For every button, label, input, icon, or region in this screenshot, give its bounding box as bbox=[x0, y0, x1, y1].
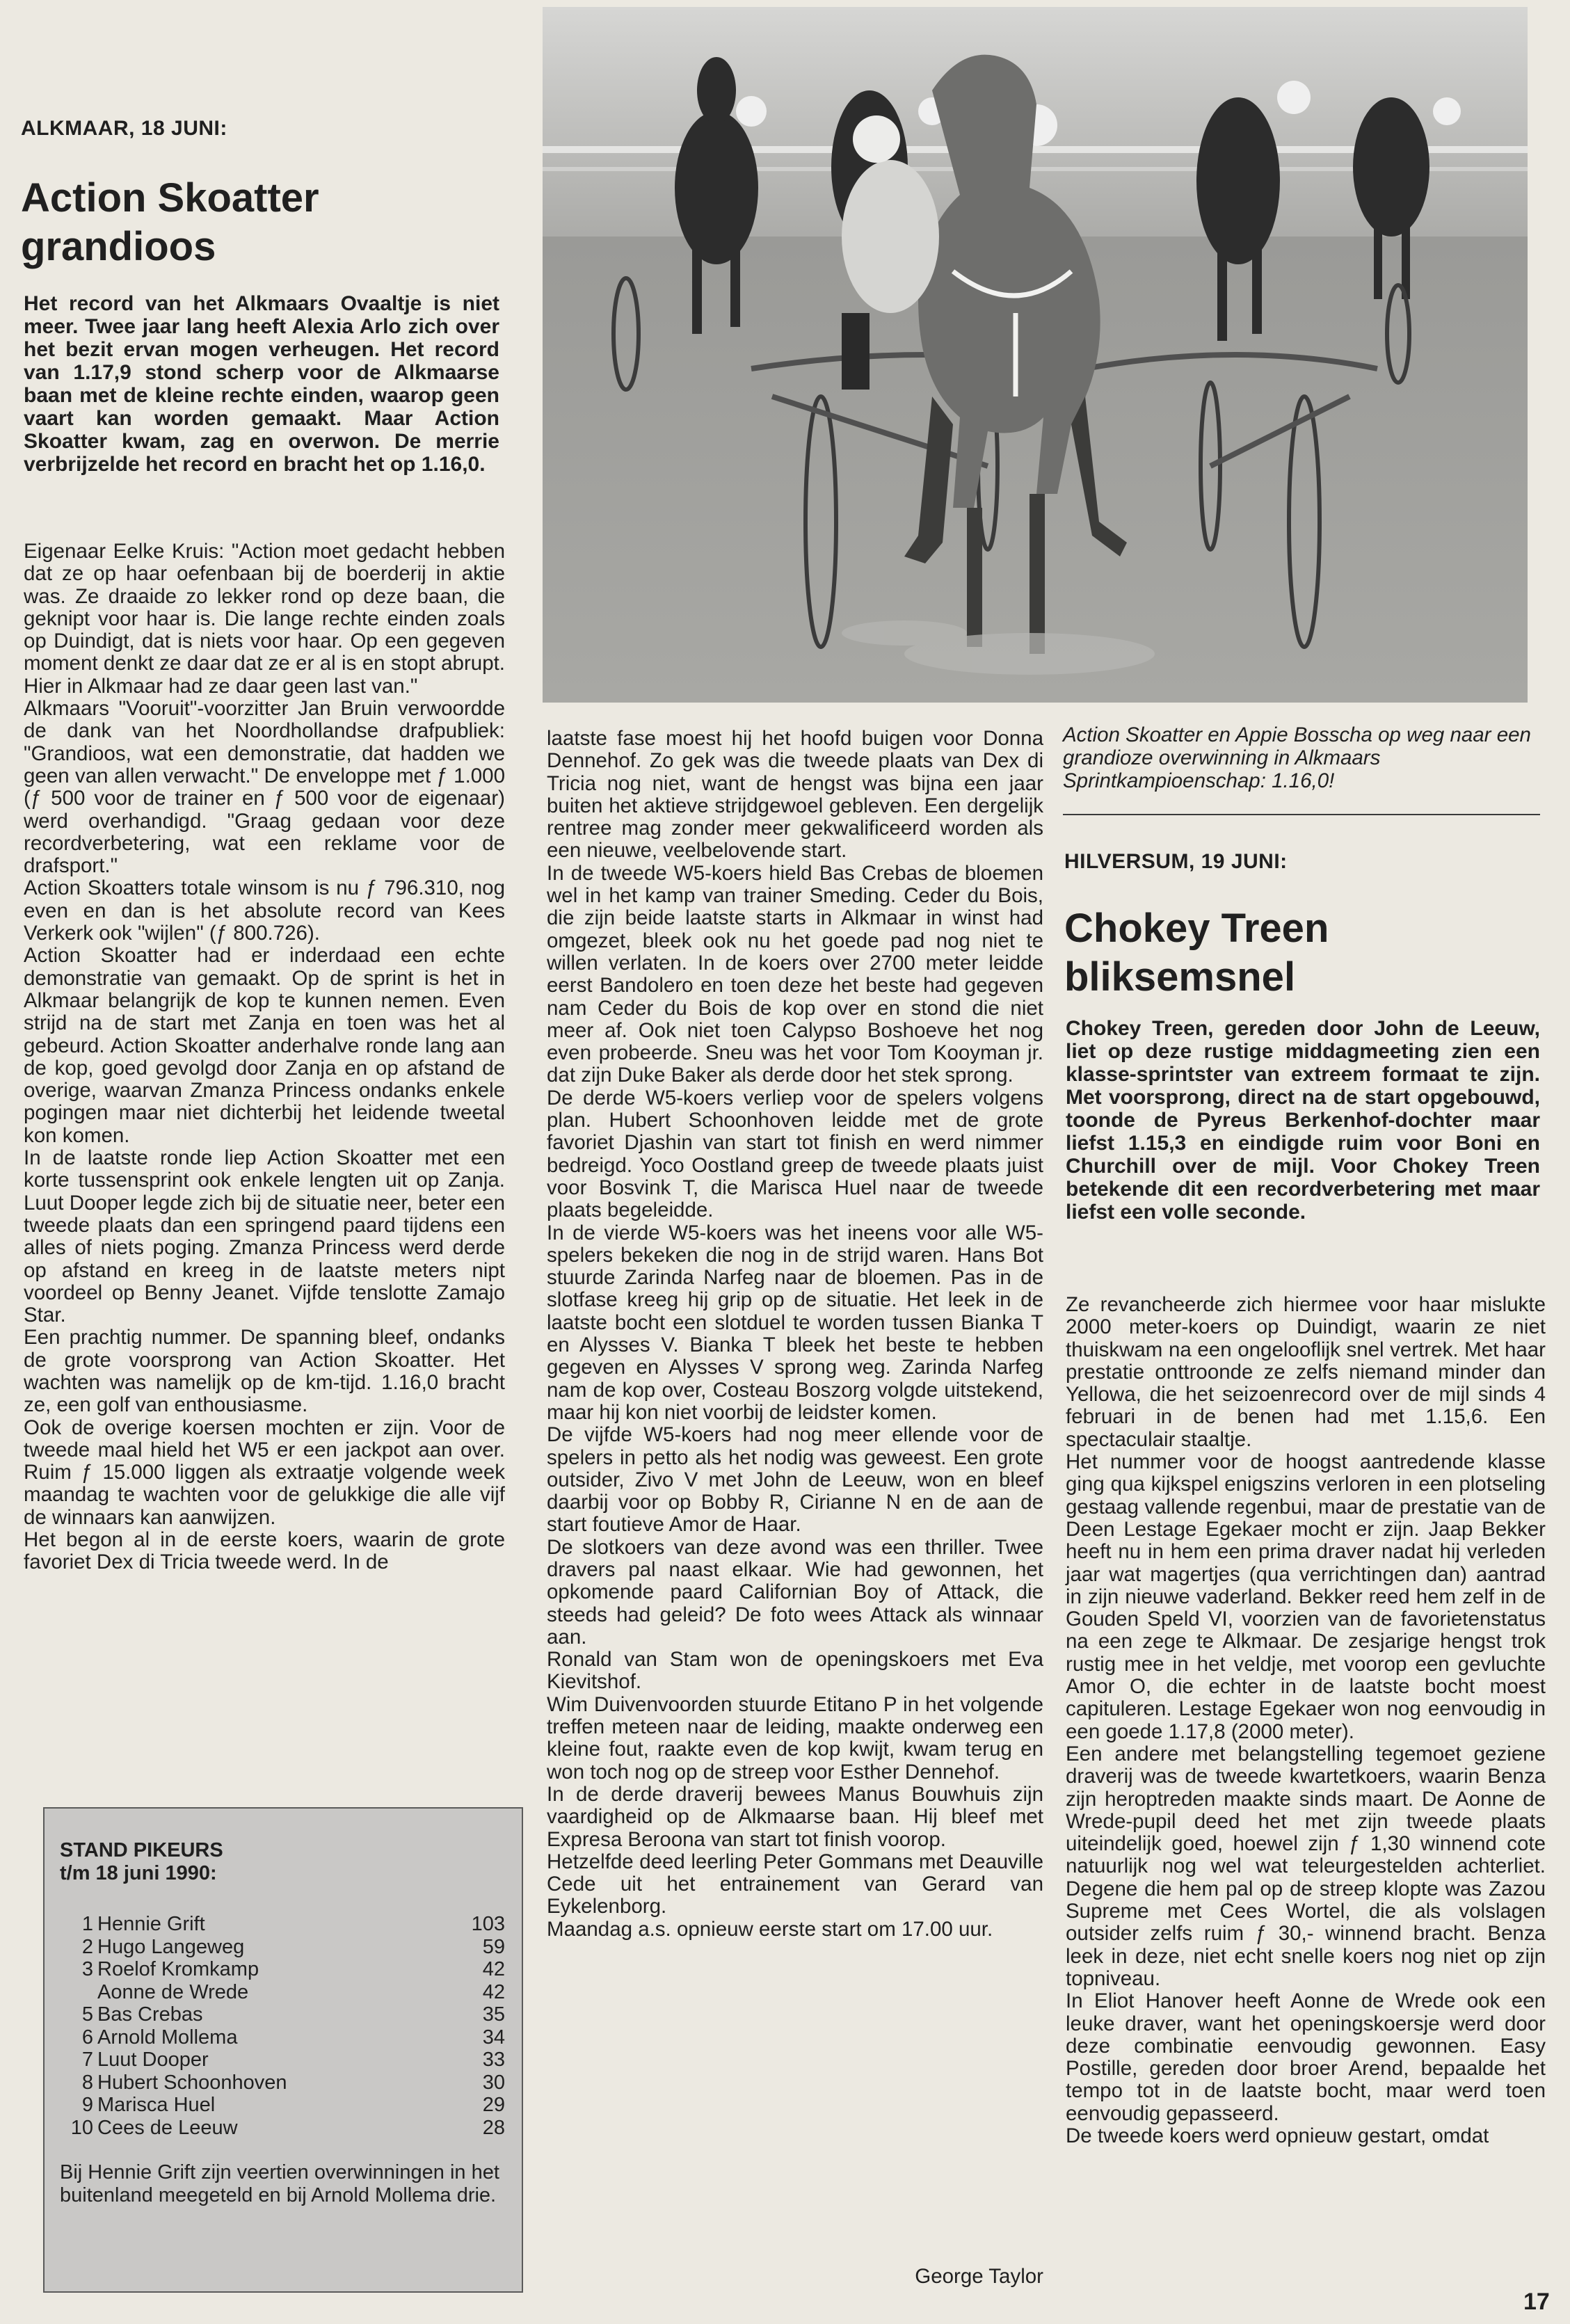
article1-lead: Het record van het Alkmaars Ovaaltje is niet meer. Twee jaar lang heeft Alexia Arlo zich over het bezit ervan mogen verheugen. Het record van 1.17,9 stond scherp voor de Alkmaarse baan met de kleine rechte einden, waarop geen vaart kan worden gemaakt. Maar Action Skoatter kwam, zag en overwon. De merrie verbrijzelde het record en bracht het op 1.16,0. bbox=[24, 292, 499, 476]
article1-paragraph: Maandag a.s. opnieuw eerste start om 17.00 uur. bbox=[547, 1917, 993, 1941]
article2-paragraph: Het nummer voor de hoogst aantredende klasse ging qua kijkspel enigszins verloren in een plotseling gestaag vallende regenbui, maar de prestatie van de Deen Lestage Egekaer mocht er zijn. Jaap Bekker heeft nu in hem een prima draver nadat hij verleden jaar wat magertjes (qua verrichtingen dan) aantrad in zijn nieuwe vaderland. Bekker reed hem zelf in de Gouden Speld VI, voorzien van de favorietenstatus na een zege te Alkmaar. De zesjarige hengst trok rustig mee in het veldje, met voorop een gevluchte Amor O, die echter in de laatste bocht moest capituleren. Lestage Egekaer won nog eenvoudig in een goede 1.17,8 (2000 meter). bbox=[1066, 1450, 1546, 1743]
article2-headline bbox=[1064, 904, 1544, 1002]
standings-row: 7 Luut Dooper 33 bbox=[81, 2049, 505, 2071]
article1-paragraph: Eigenaar Eelke Kruis: "Action moet gedacht hebben dat ze op haar oefenbaan bij de boerderij in aktie was. Ze draaide zo lekker rond op deze baan, die geknipt voor haar is. Die lange rechte einden zoals op Duindigt, dat is niets voor haar. Op een gegeven moment denkt ze daar dat ze er al is en stopt abrupt. Hier in Alkmaar had ze daar geen last van." bbox=[24, 540, 505, 698]
article2-body bbox=[1066, 1294, 1546, 2147]
article1-paragraph: De vijfde W5-koers had nog meer ellende voor de spelers in petto als het nodig was geweest. Een grote outsider, Zivo V met John de Leeuw, won en bleef daarbij voor op Bobby R, Cirianne N en de aan de start foutieve Amor de Haar. bbox=[547, 1423, 1043, 1537]
article1-paragraph: De slotkoers van deze avond was een thriller. Twee dravers pal naast elkaar. Wie had gewonnen, het opkomende paard Californian Boy of Attack, die steeds had geleid? De foto wees Attack als winnaar aan. bbox=[547, 1535, 1043, 1649]
article1-column2 bbox=[547, 728, 1043, 1941]
article1-dateline: ALKMAAR, 18 JUNI: bbox=[21, 117, 227, 140]
standings-row: 2 Hugo Langeweg 59 bbox=[81, 1935, 505, 1958]
photo-caption-wrap bbox=[1063, 723, 1543, 792]
article2-paragraph: Een andere met belangstelling tegemoet geziene draverij was de tweede kwartetkoers, waarin Benza zijn heroptreden maakte sinds maart. De Aonne de Wrede-pupil deed het met zijn tweede plaats uiteindelijk goed, hoewel zijn ƒ 1,30 winnend cote natuurlijk nog wel wat teleurgestelden achterliet. Degene die hem pal op de streep klopte was Zazou Supreme met Cees Wortel, die als volslagen outsider zelfs ruim ƒ 30,- winnend bracht. Benza leek in deze, niet echt snelle koers nog niet op zijn topniveau. bbox=[1066, 1742, 1546, 1990]
article2-paragraph: In Eliot Hanover heeft Aonne de Wrede ook een leuke draver, want het openingskoersje werd door deze combinatie eenvoudig gewonnen. Easy Postille, gereden door broer Arend, bepaalde het tempo tot in de laatste bocht, maar werd toen eenvoudig gepasseerd. bbox=[1066, 1989, 1546, 2125]
article1-paragraph: Een prachtig nummer. De spanning bleef, ondanks de grote voorsprong van Action Skoatter. Het wachten was namelijk op de km-tijd. 1.16,0 bracht ze, een golf van enthousiasme. bbox=[24, 1326, 505, 1417]
article1-paragraph: Wim Duivenvoorden stuurde Etitano P in het volgende treffen meteen naar de leiding, maakte onderweg een kleine fout, raakte even de kop kwijt, kwam terug en won toch nog op de streep voor Esther Dennehof. bbox=[547, 1692, 1043, 1784]
standings-row: 9 Marisca Huel 29 bbox=[81, 2094, 505, 2116]
article1-paragraph: In de tweede W5-koers hield Bas Crebas de bloemen wel in het kamp van trainer Smeding. Ceder du Bois, die zijn beide laatste starts in Alkmaar in winst had omgezet, bleek ook nu het goede pad nog niet te willen verlaten. In de koers over 2700 meter leidde eerst Bandolero en toen deze het beste had gegeven nam Ceder du Bois de kop over en stond die niet meer af. Ook niet toen Calypso Boshoeve het nog even probeerde. Sneu was het voor Tom Kooyman jr. dat zijn Duke Baker als derde door het stek sprong. bbox=[547, 861, 1043, 1087]
standings-box bbox=[43, 1807, 523, 2293]
article1-paragraph: Het begon al in de eerste koers, waarin de grote favoriet Dex di Tricia tweede werd. In de bbox=[24, 1528, 505, 1574]
standings-row: 1 Hennie Grift 103 bbox=[81, 1913, 505, 1935]
standings-row: 8 Hubert Schoonhoven 30 bbox=[81, 2071, 505, 2094]
article2-headline-line1: Chokey Treen bbox=[1064, 906, 1329, 951]
article1-column1 bbox=[24, 540, 505, 1574]
article1-paragraph: Action Skoatters totale winsom is nu ƒ 796.310, nog even en dan is het absolute record van Kees Verkerk ook "wijlen" (ƒ 800.726). bbox=[24, 876, 505, 945]
standings-title: STAND PIKEURS t/m 18 juni 1990: bbox=[60, 1839, 223, 1884]
standings-row: Aonne de Wrede 42 bbox=[97, 1980, 505, 2003]
article1-headline-line2: grandioos bbox=[21, 224, 216, 269]
article1-paragraph: Action Skoatter had er inderdaad een echte demonstratie van gemaakt. Op de sprint is het in Alkmaar belangrijk de kop te kunnen nemen. Even strijd na de start met Zanja en toen was het al gebeurd. Action Skoatter anderhalve ronde lang aan de kop, goed gevolgd door Zanja en op afstand de overige, waarvan Zmanza Princess ondanks enkele pogingen maar niet dichterbij het leidende tweetal kon komen. bbox=[24, 944, 505, 1147]
standings-row: 10 Cees de Leeuw 28 bbox=[70, 2116, 505, 2139]
race-photo bbox=[543, 7, 1528, 703]
article1-paragraph: De derde W5-koers verliep voor de spelers volgens plan. Hubert Schoonhoven leidde met de grote favoriet Djashin van start tot finish en werd nimmer bedreigd. Yoco Oostland greep de tweede plaats juist voor Bosvink T, die Marisca Huel naar de tweede plaats begeleidde. bbox=[547, 1086, 1043, 1222]
article1-headline bbox=[21, 174, 522, 271]
author-signature: George Taylor bbox=[915, 2265, 1043, 2288]
article1-paragraph: Alkmaars "Vooruit"-voorzitter Jan Bruin verwoordde de dank van het Noordhollandse drafpubliek: "Grandioos, wat een demonstratie, dat hadden we geen van allen verwacht." De enveloppe met ƒ 1.000 (ƒ 500 voor de trainer en ƒ 500 voor de eigenaar) werd overhandigd. "Graag gedaan voor deze recordverbetering, wat een reklame voor de drafsport." bbox=[24, 697, 505, 878]
photo-caption: Action Skoatter en Appie Bosscha op weg naar een grandioze overwinning in Alkmaars Sprintkampioenschap: 1.16,0! bbox=[1063, 723, 1531, 792]
divider-rule bbox=[1063, 814, 1540, 815]
article2-headline-line2: bliksemsnel bbox=[1064, 954, 1296, 1000]
article2-dateline: HILVERSUM, 19 JUNI: bbox=[1064, 850, 1288, 873]
article1-paragraph: Ook de overige koersen mochten er zijn. Voor de tweede maal hield het W5 er een jackpot aan over. Ruim ƒ 15.000 liggen als extraatje volgende week maandag te wachten voor de gelukkige die alle vijf de winnaars kan aanwijzen. bbox=[24, 1416, 505, 1529]
article1-paragraph: In de laatste ronde liep Action Skoatter met een korte tussensprint ook enkele lengten uit op Zanja. Luut Dooper legde zich bij de situatie neer, beter een tweede plaats dan een springend paard tijdens een alles of niets poging. Zmanza Princess werd derde op afstand en kreeg in de laatste meters nipt voordeel op Benny Jeanet. Vijfde tenslotte Zamajo Star. bbox=[24, 1146, 505, 1327]
article1-paragraph: In de vierde W5-koers was het ineens voor alle W5-spelers bekeken die nog in de strijd waren. Hans Bot stuurde Zarinda Narfeg naar de bloemen. Pas in de slotfase kreeg hij grip op de situatie. Het leek in de laatste bocht een slotduel te worden tussen Bianka T en Alysses V. Bianka T bleek het beste te hebben gegeven en Alysses V sprong weg. Zarinda Narfeg nam de kop over, Costeau Boszorg volgde uitstekend, maar hij kon niet voorbij de leidster komen. bbox=[547, 1221, 1043, 1424]
standings-row: 5 Bas Crebas 35 bbox=[81, 2003, 505, 2026]
standings-row: 3 Roelof Kromkamp 42 bbox=[81, 1958, 505, 1980]
article2-paragraph: De tweede koers werd opnieuw gestart, omdat bbox=[1066, 2124, 1489, 2147]
article1-headline-line1: Action Skoatter bbox=[21, 175, 319, 221]
article1-dateline-wrap bbox=[21, 117, 508, 141]
standings-note: Bij Hennie Grift zijn veertien overwinningen in het buitenland meegeteld en bij Arnold Mollema drie. bbox=[60, 2161, 499, 2206]
standings-row: 6 Arnold Mollema 34 bbox=[81, 2026, 505, 2049]
article1-paragraph: In de derde draverij bewees Manus Bouwhuis zijn vaardigheid op de Alkmaarse baan. Hij bleef met Expresa Beroona van start tot finish voorop. bbox=[547, 1782, 1043, 1851]
article2-paragraph: Ze revancheerde zich hiermee voor haar mislukte 2000 meter-koers op Duindigt, waarin ze niet thuiskwam na een ongelooflijk snel vertrek. Met haar prestatie onttroonde ze zelfs niemand minder dan Yellowa, die het seizoenrecord over de mijl sinds 4 februari in de benen had met 1.15,6. Een spectaculair staaltje. bbox=[1066, 1293, 1546, 1451]
article2-dateline-wrap bbox=[1064, 850, 1537, 874]
article1-paragraph: Hetzelfde deed leerling Peter Gommans met Deauville Cede uit het entrainement van Gerard van Eykelenborg. bbox=[547, 1850, 1043, 1918]
standings-list bbox=[60, 1913, 505, 2139]
article1-paragraph: laatste fase moest hij het hoofd buigen voor Donna Dennehof. Zo gek was die tweede plaats van Dex di Tricia nog niet, want de hengst was bijna een jaar buiten het aktieve strijdgewoel gebleven. Een dergelijk rentree mag zonder meer gekwalificeerd worden als een nieuwe, veelbelovende start. bbox=[547, 727, 1043, 863]
page-number: 17 bbox=[1523, 2289, 1550, 2315]
harness-racing-photo bbox=[543, 7, 1528, 703]
article2-lead: Chokey Treen, gereden door John de Leeuw, liet op deze rustige middagmeeting zien een klasse-sprintster van extreem formaat te zijn. Met voorsprong, direct na de start opgebouwd, toonde de Pyreus Berkenhof-dochter maar liefst 1.15,3 en eindigde ruim voor Boni en Churchill over de mijl. Voor Chokey Treen betekende dit een recordverbetering met maar liefst een volle seconde. bbox=[1066, 1017, 1540, 1224]
article1-paragraph: Ronald van Stam won de openingskoers met Eva Kievitshof. bbox=[547, 1648, 1043, 1694]
